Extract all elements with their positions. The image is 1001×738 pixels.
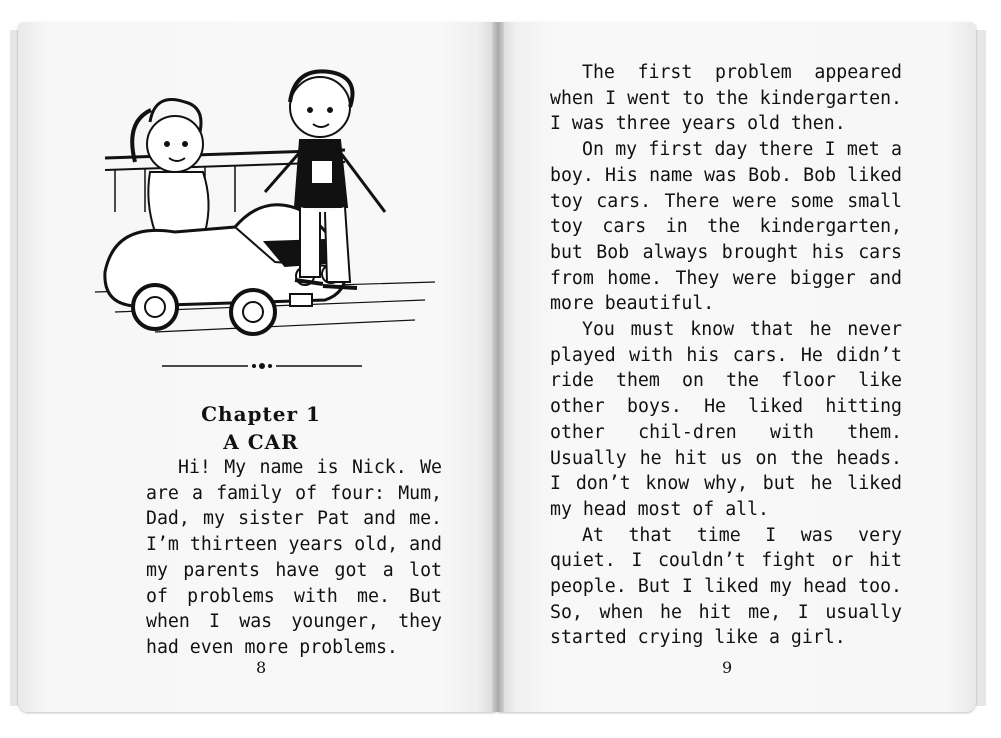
page-number-left: 8 [256, 658, 267, 677]
page-number-right: 9 [722, 658, 733, 677]
chapter-title: A CAR [223, 430, 299, 454]
paragraph: The first problem appeared when I went to the kindergarten. I was three years old then. [550, 62, 902, 135]
right-page-body [550, 60, 902, 651]
decorative-divider-icon [162, 360, 362, 372]
paragraph: On my first day there I met a boy. His name was Bob. Bob liked toy cars. There were some small toy cars in the kindergarten, but Bob always brought his cars from home. They were bigger and more beautiful. [550, 139, 902, 315]
book-spine [492, 22, 504, 712]
paragraph: Hi! My name is Nick. We are a family of four: Mum, Dad, my sister Pat and me. I’m thirteen years old, and my parents have got a lot of problems with me. But when I was younger, they had even more problems. [146, 457, 442, 658]
chapter-number: Chapter 1 [201, 402, 321, 426]
left-page-body [146, 455, 442, 661]
girl-in-toy-car-and-boy-illustration [95, 62, 435, 338]
paragraph: At that time I was very quiet. I couldn’t fight or hit people. But I liked my head too. So, when he hit me, I usually started crying like a girl. [550, 524, 902, 649]
paragraph: You must know that he never played with his cars. He didn’t ride them on the floor like other boys. He liked hitting other chil-dren with them. Usually he hit us on the heads. I don’t know why, but he liked my head most of all. [550, 319, 902, 520]
